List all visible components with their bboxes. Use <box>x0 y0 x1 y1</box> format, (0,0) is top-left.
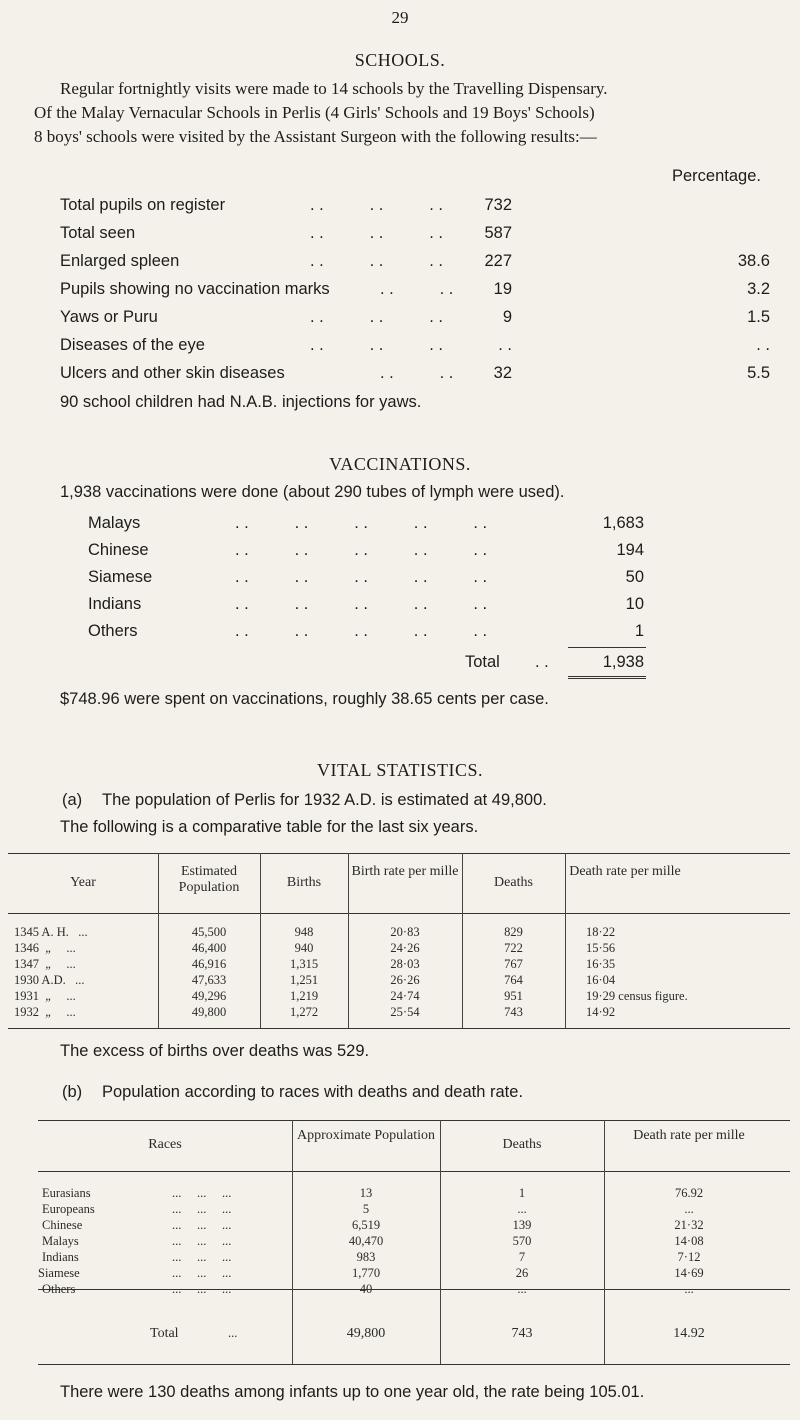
table-rule <box>8 1028 790 1029</box>
column-header: Deaths <box>502 1137 542 1152</box>
table-cell: 49,296 <box>191 989 227 1003</box>
vaccination-cost-note: $748.96 were spent on vaccinations, roughly 38.65 cents per case. <box>60 690 549 708</box>
infant-deaths-note: There were 130 deaths among infants up to one year old, the rate being 105.01. <box>60 1383 645 1401</box>
table-rule <box>8 913 790 914</box>
table-cell: 25·54 <box>390 1005 420 1019</box>
race-population: 983 <box>356 1250 376 1264</box>
race-death-rate: ... <box>684 1202 694 1216</box>
births-excess-note: The excess of births over deaths was 529. <box>60 1042 370 1060</box>
race-population: 6,519 <box>351 1218 381 1232</box>
vaccinations-intro: 1,938 vaccinations were done (about 290 tubes of lymph were used). <box>60 483 565 501</box>
table-cell: 49,800 <box>191 1005 227 1019</box>
vaccination-race-label: Malays <box>88 514 141 532</box>
table-cell-year: 1932 „ ... <box>14 1005 76 1019</box>
race-name: Chinese <box>42 1218 83 1232</box>
result-leader-dots: . . . . . . <box>310 308 443 326</box>
result-count: 32 <box>493 364 512 382</box>
table-cell: 24·26 <box>390 941 420 955</box>
table-cell: 951 <box>504 989 523 1003</box>
race-leader-dots: ... ... ... <box>172 1250 232 1264</box>
column-header: Birth rate per mille <box>351 864 459 879</box>
race-population: 1,770 <box>351 1266 381 1280</box>
table-cell: 20·83 <box>390 925 420 939</box>
result-count: . . <box>498 336 512 354</box>
table-cell-year: 1346 „ ... <box>14 941 76 955</box>
race-leader-dots: ... ... ... <box>172 1266 232 1280</box>
result-leader-dots: . . . . <box>380 280 454 298</box>
schools-heading: SCHOOLS. <box>354 50 446 70</box>
result-leader-dots: . . . . <box>380 364 454 382</box>
vaccination-leader-dots: . . . . . . . . . . <box>235 514 488 532</box>
vaccination-race-label: Indians <box>88 595 142 613</box>
table-cell: 45,500 <box>191 925 227 939</box>
vital-statistics-heading: VITAL STATISTICS. <box>317 760 483 780</box>
race-population: 5 <box>362 1202 370 1216</box>
table-cell: 764 <box>504 973 523 987</box>
table-cell: 19·29 census figure. <box>586 989 688 1003</box>
section-a-marker: (a) <box>62 791 83 809</box>
result-percentage: 38.6 <box>737 252 770 270</box>
table-rule <box>38 1171 790 1172</box>
race-total-label: Total <box>150 1326 179 1341</box>
race-total-population: 49,800 <box>346 1326 386 1341</box>
race-name: Eurasians <box>42 1186 91 1200</box>
vaccination-leader-dots: . . . . . . . . . . <box>235 568 488 586</box>
result-percentage: 3.2 <box>747 280 770 298</box>
race-death-rate: 76.92 <box>674 1186 704 1200</box>
race-leader-dots: ... ... ... <box>172 1202 232 1216</box>
race-population: 40 <box>359 1282 373 1296</box>
race-total-rate: 14.92 <box>673 1326 705 1341</box>
table-cell: 15·56 <box>586 941 616 955</box>
table-cell: 16·04 <box>586 973 616 987</box>
table-cell: 16·35 <box>586 957 616 971</box>
comparative-table-intro: The following is a comparative table for the last six years. <box>60 818 479 836</box>
table-cell: 26·26 <box>390 973 420 987</box>
result-label: Diseases of the eye <box>60 336 205 354</box>
schools-paragraph-line-3: 8 boys' schools were visited by the Assistant Surgeon with the following results:— <box>34 127 597 146</box>
table-cell: 1,219 <box>289 989 319 1003</box>
column-header: Deaths <box>494 875 533 890</box>
race-death-rate: ... <box>684 1282 694 1296</box>
column-header: Death rate per mille <box>569 864 681 879</box>
race-death-rate: 14·08 <box>674 1234 704 1248</box>
race-leader-dots: ... ... ... <box>172 1234 232 1248</box>
vaccination-leader-dots: . . . . . . . . . . <box>235 622 488 640</box>
result-label: Enlarged spleen <box>60 252 180 270</box>
vaccination-count: 50 <box>625 568 644 586</box>
table-rule <box>38 1364 790 1365</box>
race-deaths: 570 <box>512 1234 532 1248</box>
yaws-injection-note: 90 school children had N.A.B. injections for yaws. <box>60 393 422 411</box>
page-number: 29 <box>391 8 409 27</box>
race-deaths: 26 <box>515 1266 529 1280</box>
column-header: Approximate Population <box>296 1128 436 1143</box>
table-cell: 767 <box>504 957 523 971</box>
race-population: 13 <box>359 1186 373 1200</box>
table-cell-year: 1931 „ ... <box>14 989 76 1003</box>
vaccination-count: 1,683 <box>602 514 644 532</box>
result-percentage: . . <box>756 336 770 354</box>
table-cell: 940 <box>294 941 314 955</box>
race-total-dots: ... <box>228 1326 238 1340</box>
table-cell-year: 1345 A. H. ... <box>14 925 88 939</box>
race-deaths: 1 <box>518 1186 526 1200</box>
table-cell: 722 <box>504 941 523 955</box>
race-leader-dots: ... ... ... <box>172 1186 232 1200</box>
table-cell-year: 1347 „ ... <box>14 957 76 971</box>
percentage-header: Percentage. <box>672 167 761 185</box>
race-name: Others <box>42 1282 76 1296</box>
column-header: Births <box>286 875 322 890</box>
race-leader-dots: ... ... ... <box>172 1282 232 1296</box>
vaccination-count: 10 <box>625 595 644 613</box>
table-cell: 46,400 <box>191 941 227 955</box>
race-deaths: 139 <box>512 1218 532 1232</box>
total-double-rule <box>568 678 646 679</box>
result-label: Pupils showing no vaccination marks <box>60 280 330 298</box>
vaccination-total-label: Total <box>465 653 500 671</box>
column-header: Death rate per mille <box>633 1128 745 1143</box>
table-cell: 829 <box>504 925 523 939</box>
schools-paragraph-line-2: Of the Malay Vernacular Schools in Perlis (4 Girls' Schools and 19 Boys' Schools) <box>34 103 595 122</box>
race-name: Malays <box>42 1234 79 1248</box>
race-death-rate: 7·12 <box>677 1250 701 1264</box>
total-double-rule <box>568 676 646 677</box>
result-leader-dots: . . . . . . <box>310 224 443 242</box>
result-count: 9 <box>502 308 512 326</box>
vaccination-count: 194 <box>616 541 644 559</box>
section-b-marker: (b) <box>62 1083 83 1101</box>
race-name: Siamese <box>38 1266 80 1280</box>
table-cell: 1,272 <box>289 1005 319 1019</box>
vaccination-total-dots: . . <box>535 653 549 671</box>
vaccination-total-value: 1,938 <box>602 653 644 671</box>
table-cell: 14·92 <box>586 1005 616 1019</box>
vaccination-count: 1 <box>634 622 644 640</box>
vaccinations-heading: VACCINATIONS. <box>329 454 471 474</box>
column-header: Year <box>70 875 96 890</box>
result-leader-dots: . . . . . . <box>310 336 443 354</box>
vaccination-race-label: Others <box>88 622 138 640</box>
table-cell: 743 <box>504 1005 523 1019</box>
table-cell: 1,251 <box>289 973 319 987</box>
result-leader-dots: . . . . . . <box>310 196 443 214</box>
table-cell: 24·74 <box>390 989 420 1003</box>
race-deaths: ... <box>517 1202 527 1216</box>
column-header: Estimated Population <box>178 864 240 895</box>
race-total-deaths: 743 <box>511 1326 533 1341</box>
race-leader-dots: ... ... ... <box>172 1218 232 1232</box>
result-percentage: 5.5 <box>747 364 770 382</box>
table-rule <box>8 853 790 854</box>
result-count: 732 <box>484 196 512 214</box>
race-deaths: ... <box>517 1282 527 1296</box>
race-name: Europeans <box>42 1202 95 1216</box>
population-by-race-heading: Population according to races with deaths and death rate. <box>102 1083 524 1101</box>
result-label: Total seen <box>60 224 136 242</box>
race-deaths: 7 <box>518 1250 526 1264</box>
race-death-rate: 21·32 <box>674 1218 704 1232</box>
total-rule <box>568 647 646 648</box>
race-population: 40,470 <box>348 1234 384 1248</box>
population-estimate-text: The population of Perlis for 1932 A.D. is estimated at 49,800. <box>102 791 547 809</box>
table-cell: 47,633 <box>191 973 227 987</box>
table-cell: 28·03 <box>390 957 420 971</box>
vaccination-race-label: Siamese <box>88 568 153 586</box>
result-percentage: 1.5 <box>747 308 770 326</box>
result-label: Ulcers and other skin diseases <box>60 364 285 382</box>
table-rule <box>38 1120 790 1121</box>
race-death-rate: 14·69 <box>674 1266 704 1280</box>
result-leader-dots: . . . . . . <box>310 252 443 270</box>
table-cell: 948 <box>294 925 314 939</box>
vaccination-race-label: Chinese <box>88 541 149 559</box>
race-name: Indians <box>42 1250 79 1264</box>
result-count: 19 <box>493 280 512 298</box>
result-label: Total pupils on register <box>60 196 226 214</box>
column-header: Races <box>148 1137 182 1152</box>
table-cell-year: 1930 A.D. ... <box>14 973 85 987</box>
result-label: Yaws or Puru <box>60 308 158 326</box>
result-count: 227 <box>484 252 512 270</box>
vaccination-leader-dots: . . . . . . . . . . <box>235 595 488 613</box>
result-count: 587 <box>484 224 512 242</box>
table-cell: 46,916 <box>191 957 227 971</box>
vaccination-leader-dots: . . . . . . . . . . <box>235 541 488 559</box>
table-cell: 18·22 <box>586 925 616 939</box>
schools-paragraph-line-1: Regular fortnightly visits were made to 14 schools by the Travelling Dispensary. <box>60 79 608 98</box>
table-cell: 1,315 <box>289 957 319 971</box>
table-column-rule <box>604 1120 605 1364</box>
